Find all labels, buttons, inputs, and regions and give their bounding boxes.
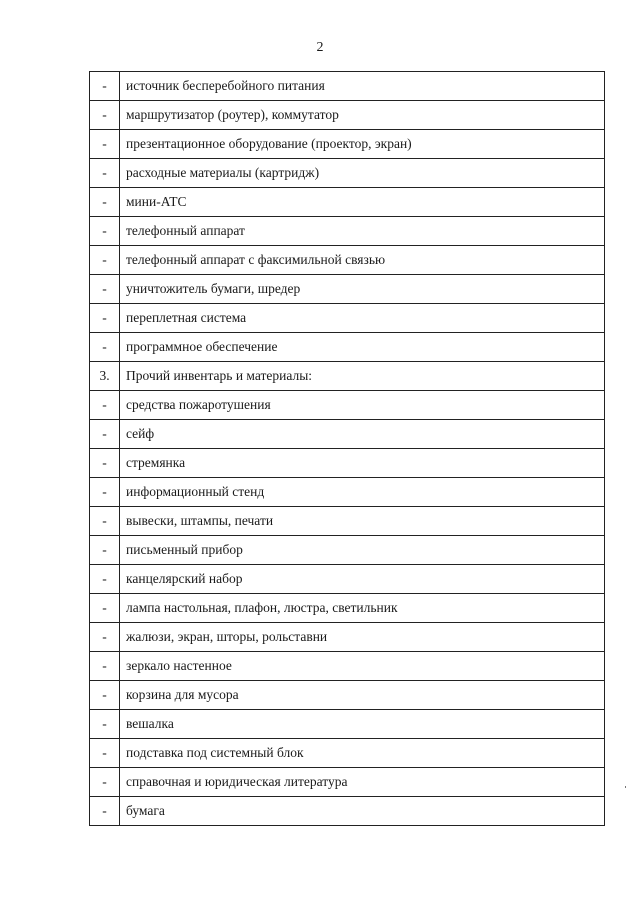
item-name-cell: сейф [120, 420, 605, 449]
row-number-cell: - [90, 101, 120, 130]
table-row [90, 739, 605, 768]
table-row [90, 420, 605, 449]
item-name-cell: маршрутизатор (роутер), коммутатор [120, 101, 605, 130]
row-number-cell: - [90, 681, 120, 710]
item-name-cell: информационный стенд [120, 478, 605, 507]
item-name-cell: канцелярский набор [120, 565, 605, 594]
table-row [90, 217, 605, 246]
row-number-cell: - [90, 536, 120, 565]
table-row [90, 304, 605, 333]
item-name-cell: Прочий инвентарь и материалы: [120, 362, 605, 391]
item-name-cell: расходные материалы (картридж) [120, 159, 605, 188]
table-row [90, 449, 605, 478]
item-name-cell: корзина для мусора [120, 681, 605, 710]
row-number-cell: - [90, 130, 120, 159]
row-number-cell: - [90, 478, 120, 507]
item-name-cell: жалюзи, экран, шторы, рольставни [120, 623, 605, 652]
table-row [90, 768, 605, 797]
row-number-cell: - [90, 391, 120, 420]
row-number-cell: - [90, 188, 120, 217]
inventory-table-body [90, 72, 605, 826]
table-row [90, 72, 605, 101]
item-name-cell: письменный прибор [120, 536, 605, 565]
item-name-cell: источник бесперебойного питания [120, 72, 605, 101]
row-number-cell: - [90, 739, 120, 768]
item-name-cell: вывески, штампы, печати [120, 507, 605, 536]
table-row [90, 275, 605, 304]
row-number-cell: - [90, 768, 120, 797]
item-name-cell: зеркало настенное [120, 652, 605, 681]
table-row [90, 159, 605, 188]
item-name-cell: средства пожаротушения [120, 391, 605, 420]
item-name-cell: бумага [120, 797, 605, 826]
table-row [90, 391, 605, 420]
row-number-cell: - [90, 565, 120, 594]
row-number-cell: - [90, 304, 120, 333]
inventory-table [89, 71, 605, 826]
item-name-cell: презентационное оборудование (проектор, экран) [120, 130, 605, 159]
item-name-cell: уничтожитель бумаги, шредер [120, 275, 605, 304]
row-number-cell: - [90, 507, 120, 536]
row-number-cell: - [90, 623, 120, 652]
item-name-cell: программное обеспечение [120, 333, 605, 362]
row-number-cell: 3. [90, 362, 120, 391]
item-name-cell: телефонный аппарат с факсимильной связью [120, 246, 605, 275]
row-number-cell: - [90, 275, 120, 304]
item-name-cell: подставка под системный блок [120, 739, 605, 768]
table-row [90, 681, 605, 710]
item-name-cell: вешалка [120, 710, 605, 739]
row-number-cell: - [90, 797, 120, 826]
table-row [90, 536, 605, 565]
row-number-cell: - [90, 72, 120, 101]
row-number-cell: - [90, 159, 120, 188]
table-row [90, 507, 605, 536]
table-row [90, 478, 605, 507]
table-row [90, 652, 605, 681]
row-number-cell: - [90, 449, 120, 478]
item-name-cell: телефонный аппарат [120, 217, 605, 246]
item-name-cell: мини-АТС [120, 188, 605, 217]
table-row [90, 362, 605, 391]
row-number-cell: - [90, 217, 120, 246]
page-number: 2 [316, 40, 324, 55]
table-row [90, 594, 605, 623]
row-number-cell: - [90, 594, 120, 623]
item-name-cell: переплетная система [120, 304, 605, 333]
row-number-cell: - [90, 333, 120, 362]
table-row [90, 188, 605, 217]
table-row [90, 101, 605, 130]
item-name-cell: справочная и юридическая литература [120, 768, 605, 797]
table-row [90, 710, 605, 739]
table-row [90, 623, 605, 652]
table-row [90, 797, 605, 826]
item-name-cell: лампа настольная, плафон, люстра, светильник [120, 594, 605, 623]
table-row [90, 333, 605, 362]
scan-artifact [625, 786, 626, 788]
row-number-cell: - [90, 652, 120, 681]
table-row [90, 130, 605, 159]
table-row [90, 565, 605, 594]
row-number-cell: - [90, 710, 120, 739]
row-number-cell: - [90, 246, 120, 275]
row-number-cell: - [90, 420, 120, 449]
table-row [90, 246, 605, 275]
item-name-cell: стремянка [120, 449, 605, 478]
